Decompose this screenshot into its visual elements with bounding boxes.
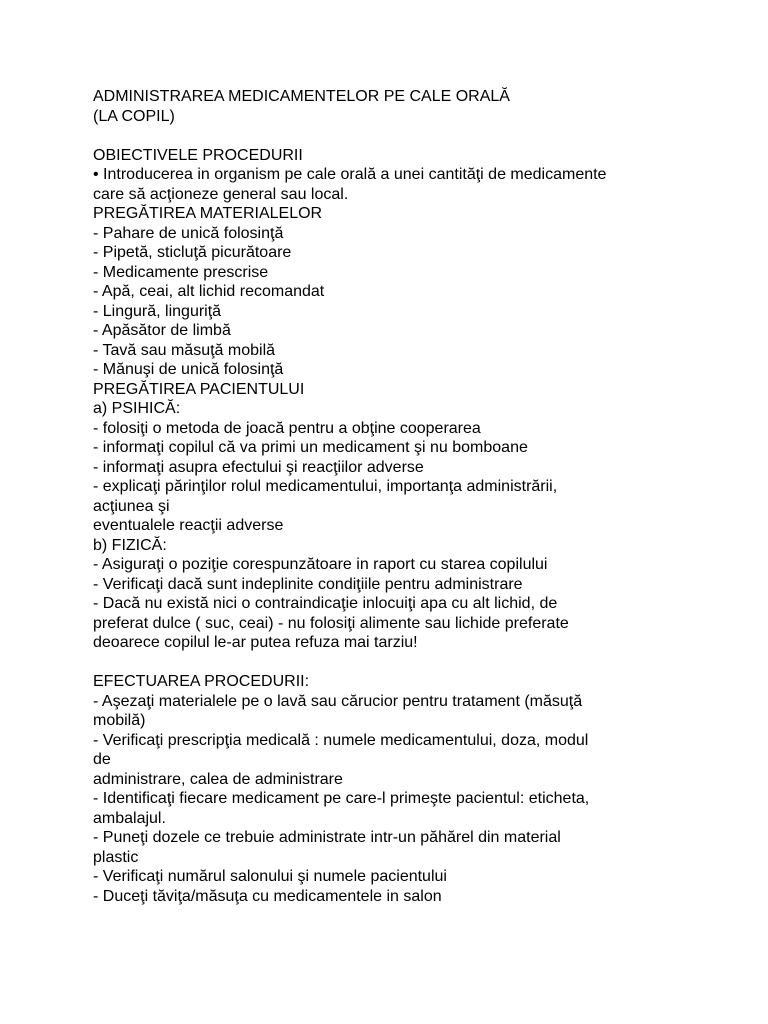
- section-heading-materials: PREGĂTIREA MATERIALELOR: [93, 205, 323, 222]
- list-item: - Identificaţi fiecare medicament pe care-l primeşte pacientul: eticheta,: [93, 790, 590, 807]
- text-line: administrare, calea de administrare: [93, 770, 343, 788]
- subsection-heading-physical: b) FIZICĂ:: [93, 536, 167, 554]
- list-item: - informaţi asupra efectului şi reacţiilor adverse: [93, 458, 424, 476]
- list-item: - Verificaţi prescripţia medicală : numele medicamentului, doza, modul: [93, 731, 589, 749]
- text-line: care să acţioneze general sau local.: [93, 185, 349, 203]
- subsection-heading-psychic: a) PSIHICĂ:: [93, 400, 181, 417]
- list-item: - Verificaţi dacă sunt indeplinite condiţiile pentru administrare: [93, 575, 523, 593]
- blank-line: [93, 126, 733, 146]
- document-page: [93, 87, 733, 906]
- list-item: - Puneţi dozele ce trebuie administrate intr-un păhărel din material: [93, 829, 561, 846]
- section-heading-patient: PREGĂTIREA PACIENTULUI: [93, 380, 305, 398]
- list-item: - informaţi copilul că va primi un medicament şi nu bomboane: [93, 439, 528, 456]
- text-line: deoarece copilul le-ar putea refuza mai tarziu!: [93, 634, 418, 651]
- list-item: - Pipetă, sticluţă picurătoare: [93, 244, 292, 261]
- text-line: acţiunea şi: [93, 497, 170, 515]
- list-item: - Apăsător de limbă: [93, 322, 231, 339]
- text-line: de: [93, 751, 111, 768]
- list-item: - Verificaţi numărul salonului şi numele pacientului: [93, 868, 447, 885]
- list-item: - explicaţi părinţilor rolul medicamentului, importanţa administrării,: [93, 478, 558, 495]
- document-title: ADMINISTRAREA MEDICAMENTELOR PE CALE ORALĂ: [93, 88, 510, 105]
- text-line: ambalajul.: [93, 809, 166, 827]
- list-item: - Asiguraţi o poziţie corespunzătoare in raport cu starea copilului: [93, 556, 548, 573]
- list-item: - Medicamente prescrise: [93, 263, 269, 281]
- list-item: - folosiţi o metoda de joacă pentru a obţine cooperarea: [93, 419, 481, 437]
- text-line: • Introducerea in organism pe cale orală a unei cantităţi de medicamente: [93, 166, 607, 183]
- blank-line: [93, 653, 733, 673]
- text-line: mobilă): [93, 712, 146, 729]
- list-item: - Mănuşi de unică folosinţă: [93, 361, 284, 378]
- list-item: - Tavă sau măsuţă mobilă: [93, 341, 276, 359]
- list-item: - Lingură, linguriţă: [93, 302, 222, 320]
- list-item: - Pahare de unică folosinţă: [93, 224, 284, 242]
- list-item: - Apă, ceai, alt lichid recomandat: [93, 283, 325, 300]
- document-subtitle: (LA COPIL): [93, 107, 175, 125]
- list-item: - Dacă nu există nici o contraindicaţie inlocuiţi apa cu alt lichid, de: [93, 595, 558, 612]
- list-item: - Aşezaţi materialele pe o lavă sau cărucior pentru tratament (măsuţă: [93, 692, 583, 710]
- text-line: preferat dulce ( suc, ceai) - nu folosiţi alimente sau lichide preferate: [93, 614, 569, 632]
- text-line: plastic: [93, 848, 139, 866]
- section-heading-procedure: EFECTUAREA PROCEDURII:: [93, 673, 310, 690]
- section-heading-objectives: OBIECTIVELE PROCEDURII: [93, 146, 303, 164]
- list-item: - Duceţi tăviţa/măsuţa cu medicamentele in salon: [93, 887, 442, 905]
- text-line: eventualele reacţii adverse: [93, 517, 284, 534]
